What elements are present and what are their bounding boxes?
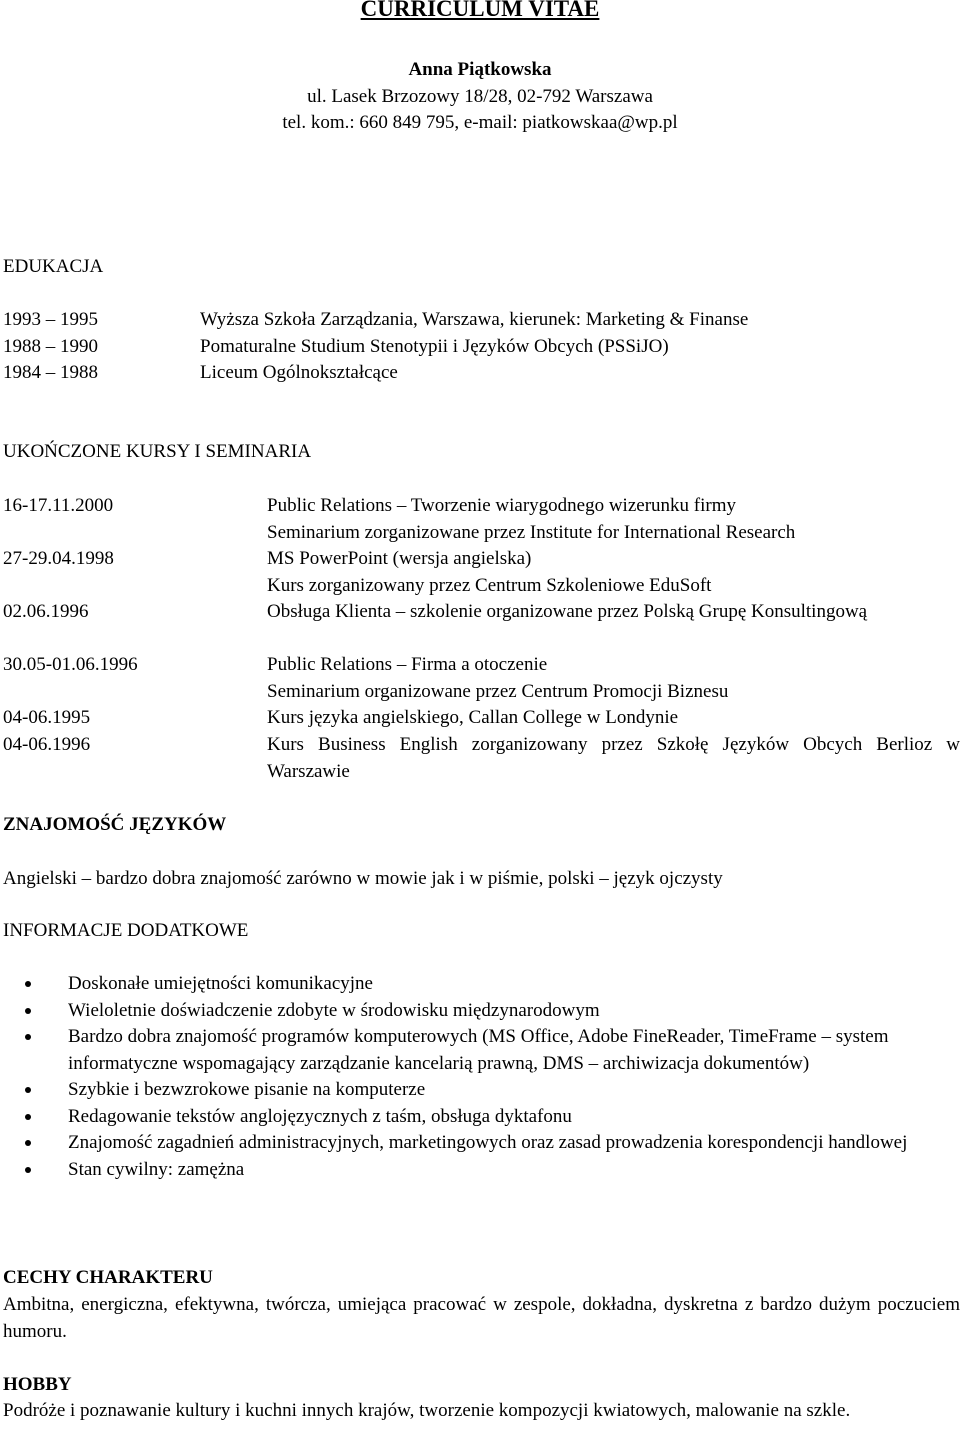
character-text: Ambitna, energiczna, efektywna, twórcza, umiejąca pracować w zespole, dokładna, dyskretna z bardzo dużym poczuciem humoru.: [3, 1294, 960, 1342]
course-date: 27-29.04.1998: [3, 548, 114, 569]
course-organizer: Seminarium zorganizowane przez Institute for International Research: [267, 521, 796, 543]
additional-heading: INFORMACJE DODATKOWE: [3, 920, 249, 941]
list-item: [3, 1077, 960, 1104]
list-item-text: Wieloletnie doświadczenie zdobyte w środowisku międzynarodowym: [68, 999, 600, 1021]
list-item-text: Znajomość zagadnień administracyjnych, marketingowych oraz zasad prowadzenia korespondencji handlowej: [68, 1132, 908, 1153]
education-school: Liceum Ogólnokształcące: [200, 362, 398, 383]
bullet-icon: [25, 981, 31, 987]
course-organizer: Kurs zorganizowany przez Centrum Szkoleniowe EduSoft: [267, 574, 712, 596]
course-title: Kurs Business English zorganizowany przez Szkołę Języków Obcych Berlioz w Warszawie: [267, 734, 960, 782]
course-date: 04-06.1996: [3, 734, 91, 755]
bullet-icon: [25, 1034, 31, 1040]
bullet-icon: [25, 1008, 31, 1014]
bullet-icon: [25, 1114, 31, 1120]
bullet-icon: [25, 1087, 31, 1093]
courses-heading: UKOŃCZONE KURSY I SEMINARIA: [3, 441, 312, 462]
course-date: 04-06.1995: [3, 707, 91, 728]
list-item: [3, 1024, 960, 1077]
languages-heading: ZNAJOMOŚĆ JĘZYKÓW: [3, 814, 227, 835]
additional-list: [3, 971, 960, 1183]
education-years: 1993 – 1995: [3, 309, 98, 330]
languages-text: Angielski – bardzo dobra znajomość zarówno w mowie jak i w piśmie, polski – język ojczysty: [3, 868, 723, 889]
list-item-text: Doskonałe umiejętności komunikacyjne: [68, 973, 373, 994]
address: ul. Lasek Brzozowy 18/28, 02-792 Warszawa: [307, 86, 653, 107]
list-item-text: Stan cywilny: zamężna: [68, 1158, 245, 1180]
document-title: CURRICULUM VITAE: [360, 0, 600, 21]
list-item: [3, 971, 960, 998]
bullet-icon: [25, 1140, 31, 1146]
hobby-heading: HOBBY: [3, 1374, 72, 1395]
course-title: MS PowerPoint (wersja angielska): [267, 548, 532, 569]
hobby-text: Podróże i poznawanie kultury i kuchni innych krajów, tworzenie kompozycji kwiatowych, malowanie na szkle.: [3, 1400, 851, 1421]
course-date: 30.05-01.06.1996: [3, 654, 138, 675]
course-title: Public Relations – Firma a otoczenie: [267, 654, 548, 675]
education-years: 1984 – 1988: [3, 362, 98, 383]
education-heading: EDUKACJA: [3, 256, 104, 277]
course-title: Kurs języka angielskiego, Callan College w Londynie: [267, 707, 679, 728]
character-heading: CECHY CHARAKTERU: [3, 1267, 213, 1288]
list-item: [3, 998, 960, 1025]
list-item-text: Bardzo dobra znajomość programów komputerowych (MS Office, Adobe FineReader, TimeFrame – system informatyczne wspomagający zarządzanie kancelarią prawną, DMS – archiwizacja dokumentów): [68, 1026, 889, 1074]
list-item: [3, 1104, 960, 1131]
person-name: Anna Piątkowska: [408, 59, 552, 80]
course-organizer: Seminarium organizowane przez Centrum Promocji Biznesu: [267, 680, 729, 702]
education-school: Wyższa Szkoła Zarządzania, Warszawa, kierunek: Marketing & Finanse: [200, 309, 749, 330]
bullet-icon: [25, 1167, 31, 1173]
course-title: Public Relations – Tworzenie wiarygodnego wizerunku firmy: [267, 495, 736, 516]
list-item: [3, 1130, 960, 1157]
education-years: 1988 – 1990: [3, 336, 98, 357]
list-item-text: Szybkie i bezwzrokowe pisanie na komputerze: [68, 1079, 426, 1100]
education-school: Pomaturalne Studium Stenotypii i Języków Obcych (PSSiJO): [200, 336, 669, 357]
list-item: [3, 1157, 960, 1184]
list-item-text: Redagowanie tekstów anglojęzycznych z taśm, obsługa dyktafonu: [68, 1105, 572, 1127]
contact-info: tel. kom.: 660 849 795, e-mail: piatkowskaa@wp.pl: [282, 112, 678, 133]
course-title: Obsługa Klienta – szkolenie organizowane przez Polską Grupę Konsultingową: [267, 601, 868, 622]
course-date: 16-17.11.2000: [3, 495, 114, 516]
course-date: 02.06.1996: [3, 601, 89, 622]
